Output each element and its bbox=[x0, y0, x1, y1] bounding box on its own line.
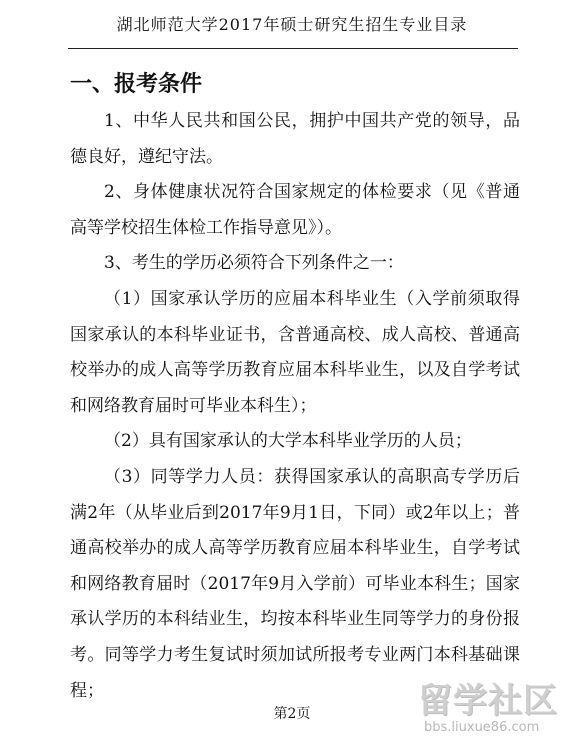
watermark-logo bbox=[418, 682, 578, 742]
paragraph-condition-3: （3）同等学力人员：获得国家承认的高职高专学历后满2年（从毕业后到2017年9月1日，下同）或2年以上；普通高校举办的成人高等学历教育应届本科毕业生，自学考试和网络教育届时（2017年9月入学前）可毕业本科生；国家承认学历的本科结业生，均按本科毕业生同等学力的身份报考。同等学力考生复试时须加试所报考专业两门本科基础课程； bbox=[70, 466, 520, 701]
paragraph-condition-1: （1）国家承认学历的应届本科毕业生（入学前须取得国家承认的本科毕业证书，含普通高校、成人高校、普通高校举办的成人高等学历教育应届本科毕业生，以及自学考试和网络教育届时可毕业本科生）； bbox=[70, 288, 520, 416]
watermark-logo-text: 留学社区 bbox=[418, 681, 558, 721]
page-header: 湖北师范大学2017年硕士研究生招生专业目录 bbox=[116, 15, 468, 34]
document-body bbox=[70, 104, 520, 709]
paragraph-condition-2: （2）具有国家承认的大学本科毕业学历的人员； bbox=[104, 431, 472, 452]
paragraph-health: 2、身体健康状况符合国家规定的体检要求（见《普通高等学校招生体检工作指导意见》）。 bbox=[70, 182, 520, 238]
section-title: 一、报考条件 bbox=[70, 72, 203, 97]
paragraph-nationality: 1、中华人民共和国公民，拥护中国共产党的领导，品德良好，遵纪守法。 bbox=[70, 111, 520, 167]
page-number: 第2页 bbox=[273, 706, 311, 722]
watermark-url: bbs.liuxue86.com bbox=[424, 720, 540, 735]
paragraph-education-intro: 3、考生的学历必须符合下列条件之一： bbox=[104, 253, 404, 274]
header-divider bbox=[68, 48, 518, 49]
